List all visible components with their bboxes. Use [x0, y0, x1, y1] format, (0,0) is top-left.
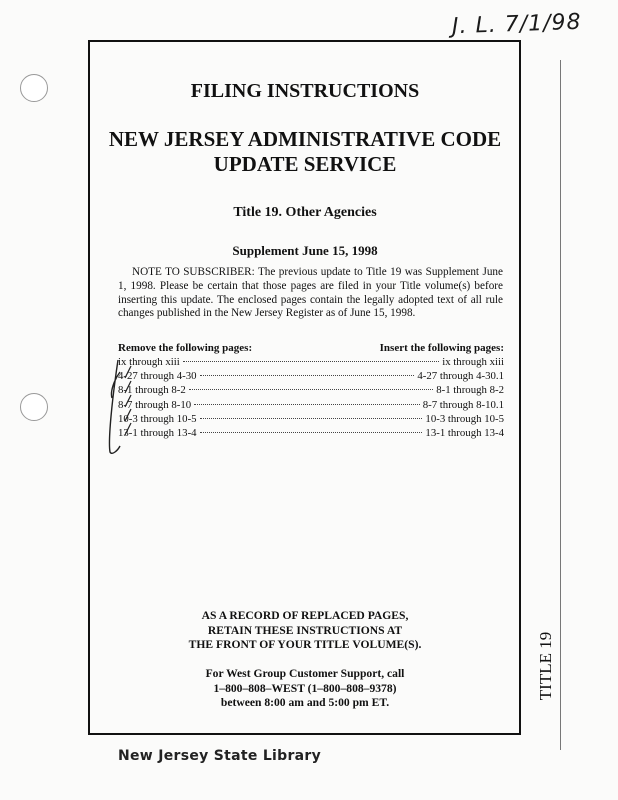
pen-stroke	[109, 360, 120, 453]
record-notice-line: THE FRONT OF YOUR TITLE VOLUME(S).	[188, 638, 422, 652]
remove-pages: 4-27 through 4-30	[118, 370, 197, 383]
title-side-tab: TITLE 19	[536, 631, 555, 701]
insert-pages: 10-3 through 10-5	[425, 412, 504, 425]
remove-pages: 10-3 through 10-5	[118, 412, 197, 425]
record-notice-line: AS A RECORD OF REPLACED PAGES,	[201, 609, 409, 622]
remove-pages: 8-1 through 8-2	[118, 384, 186, 397]
insert-pages: ix through xiii	[442, 356, 504, 368]
remove-pages: 13-1 through 13-4	[118, 426, 197, 439]
subheading-line: UPDATE SERVICE	[213, 152, 397, 176]
insert-pages: 8-1 through 8-2	[436, 384, 504, 397]
title-line: Title 19. Other Agencies	[233, 205, 377, 220]
insert-header: Insert the following pages:	[379, 342, 504, 354]
supplement-date: Supplement June 15, 1998	[232, 243, 378, 258]
support-info	[160, 667, 450, 711]
remove-header: Remove the following pages:	[118, 342, 253, 354]
support-hours: between 8:00 am and 5:00 pm ET.	[220, 696, 390, 710]
library-stamp: New Jersey State Library	[118, 748, 322, 764]
heading: FILING INSTRUCTIONS	[190, 80, 420, 102]
subheading-line: NEW JERSEY ADMINISTRATIVE CODE	[108, 127, 502, 151]
support-line: For West Group Customer Support, call	[205, 667, 405, 680]
insert-pages: 4-27 through 4-30.1	[417, 370, 504, 383]
remove-pages: ix through xiii	[118, 356, 180, 368]
support-phone: 1–800–808–WEST (1–800–808–9378)	[213, 681, 397, 695]
subscriber-note: NOTE TO SUBSCRIBER: The previous update to Title 19 was Supplement June 1, 1998. Please be certain that those pages are filed in your Title volume(s) before inserting this update. The enclosed pages contain the legally adopted text of all rule changes published in the New Jersey Register as of June 15, 1998.	[118, 266, 503, 320]
pen-tick	[125, 366, 131, 435]
insert-pages: 8-7 through 8-10.1	[422, 398, 504, 411]
insert-pages: 13-1 through 13-4	[425, 426, 504, 439]
remove-pages: 8-7 through 8-10	[118, 398, 192, 411]
record-notice	[160, 609, 450, 653]
handwritten-note: J. L. 7/1/98	[451, 9, 582, 40]
record-notice-line: RETAIN THESE INSTRUCTIONS AT	[207, 623, 403, 637]
